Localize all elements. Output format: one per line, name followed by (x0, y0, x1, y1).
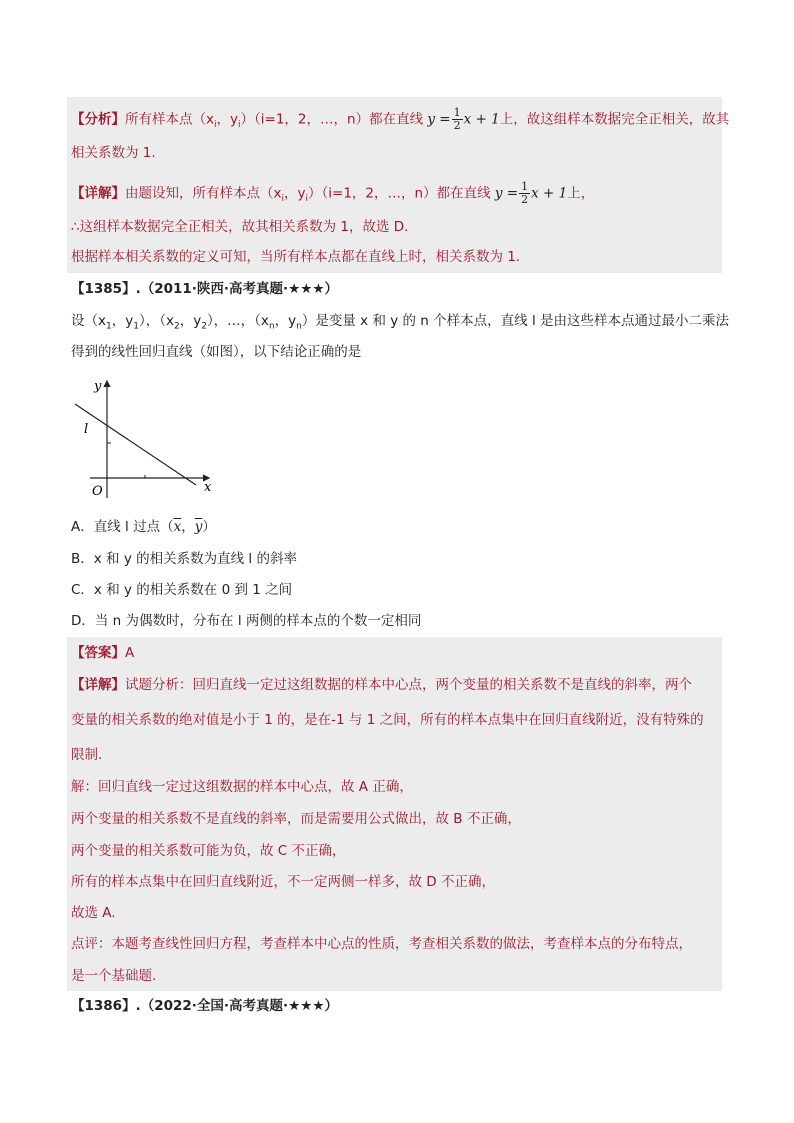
answer-value: A (125, 645, 135, 661)
detail-line-3: 根据样本相关系数的定义可知，当所有样本点都在直线上时，相关系数为 1. (71, 249, 521, 265)
regression-line (75, 404, 196, 485)
problem-1385-stem-line-1: 设（$x_1$，$y_1$），（$x_2$，$y_2$），…，（$x_n$，$y_n$）是变量 x 和 y 的 n 个样本点，直线 l 是由这些样本点通过最小二乘法 (71, 313, 729, 332)
detail2-line-6: 两个变量的相关系数可能为负，故 C 不正确， (71, 843, 346, 859)
detail2-line-8: 故选 A. (71, 905, 116, 921)
problem-1386-header: 【1386】.（2022·全国·高考真题·★★★） (71, 998, 338, 1014)
detail2-line-5: 两个变量的相关系数不是直线的斜率，而是需要用公式做出，故 B 不正确， (71, 811, 521, 827)
detail2-line-3: 限制. (71, 747, 103, 763)
origin-label: O (92, 484, 103, 499)
answer-line (71, 643, 134, 663)
fraction-one-half: $\frac{1}{2}$ (453, 106, 461, 132)
detail2-line-9: 点评：本题考查线性回归方程，考查样本中心点的性质，考查相关系数的做法，考查样本点的分布特点， (71, 936, 692, 952)
detail-line-2: ∴这组样本数据完全正相关，故其相关系数为 1，故选 D. (71, 219, 409, 235)
x-bar: $\overline{x}$ (173, 519, 182, 535)
fraction-one-half: $\frac{1}{2}$ (521, 180, 529, 206)
equation-rhs: x + 1 (463, 111, 500, 128)
analysis-line-1: 【分析】所有样本点（$x_i$，$y_i)(i=1$，2，…，n）都在直线 y = $\frac{1}{2}$ x + 1上，故这组样本数据完全正相关，故其 (71, 106, 730, 132)
detail-line-1: 【详解】由题设知，所有样本点（$x_i$，$y_i)(i=1$，2，…，n）都在直线 y = $\frac{1}{2}$ x + 1上， (71, 180, 595, 206)
equation-rhs: x + 1 (531, 185, 568, 202)
answer-tag: 【答案】 (71, 645, 125, 661)
y-axis-label: y (94, 379, 102, 394)
detail2-line-1: 【详解】试题分析：回归直线一定过这组数据的样本中心点，两个变量的相关系数不是直线的斜率，两个 (71, 677, 692, 693)
option-b[interactable]: B．x 和 y 的相关系数为直线 l 的斜率 (71, 551, 297, 567)
problem-1385-stem-line-2: 得到的线性回归直线（如图），以下结论正确的是 (71, 344, 362, 360)
y-bar: $\overline{y}$ (194, 519, 203, 535)
detail-tag: 【详解】 (71, 185, 125, 202)
option-d[interactable]: D．当 n 为偶数时，分布在 l 两侧的样本点的个数一定相同 (71, 613, 422, 629)
regression-line-graph (72, 375, 222, 505)
option-c[interactable]: C．x 和 y 的相关系数在 0 到 1 之间 (71, 582, 293, 598)
option-a[interactable]: A．直线 l 过点（$\overline{x}$，$\overline{y}$） (71, 519, 216, 535)
detail2-line-10: 是一个基础题. (71, 968, 157, 984)
detail2-line-7: 所有的样本点集中在回归直线附近，不一定两侧一样多，故 D 不正确， (71, 874, 495, 890)
equation-lhs: y = (427, 111, 451, 128)
equation-lhs: y = (494, 185, 519, 202)
analysis-line-2: 相关系数为 1. (71, 145, 156, 161)
x-axis-label: x (204, 480, 212, 495)
line-label: l (84, 422, 89, 437)
detail2-tag: 【详解】 (71, 677, 125, 693)
problem-1385-header: 【1385】.（2011·陕西·高考真题·★★★） (71, 281, 338, 297)
analysis-tag: 【分析】 (71, 111, 125, 128)
detail2-line-2: 变量的相关系数的绝对值是小于 1 的，是在-1 与 1 之间，所有的样本点集中在回归直线附近，没有特殊的 (71, 712, 704, 728)
detail2-line-4: 解：回归直线一定过这组数据的样本中心点，故 A 正确， (71, 779, 413, 795)
